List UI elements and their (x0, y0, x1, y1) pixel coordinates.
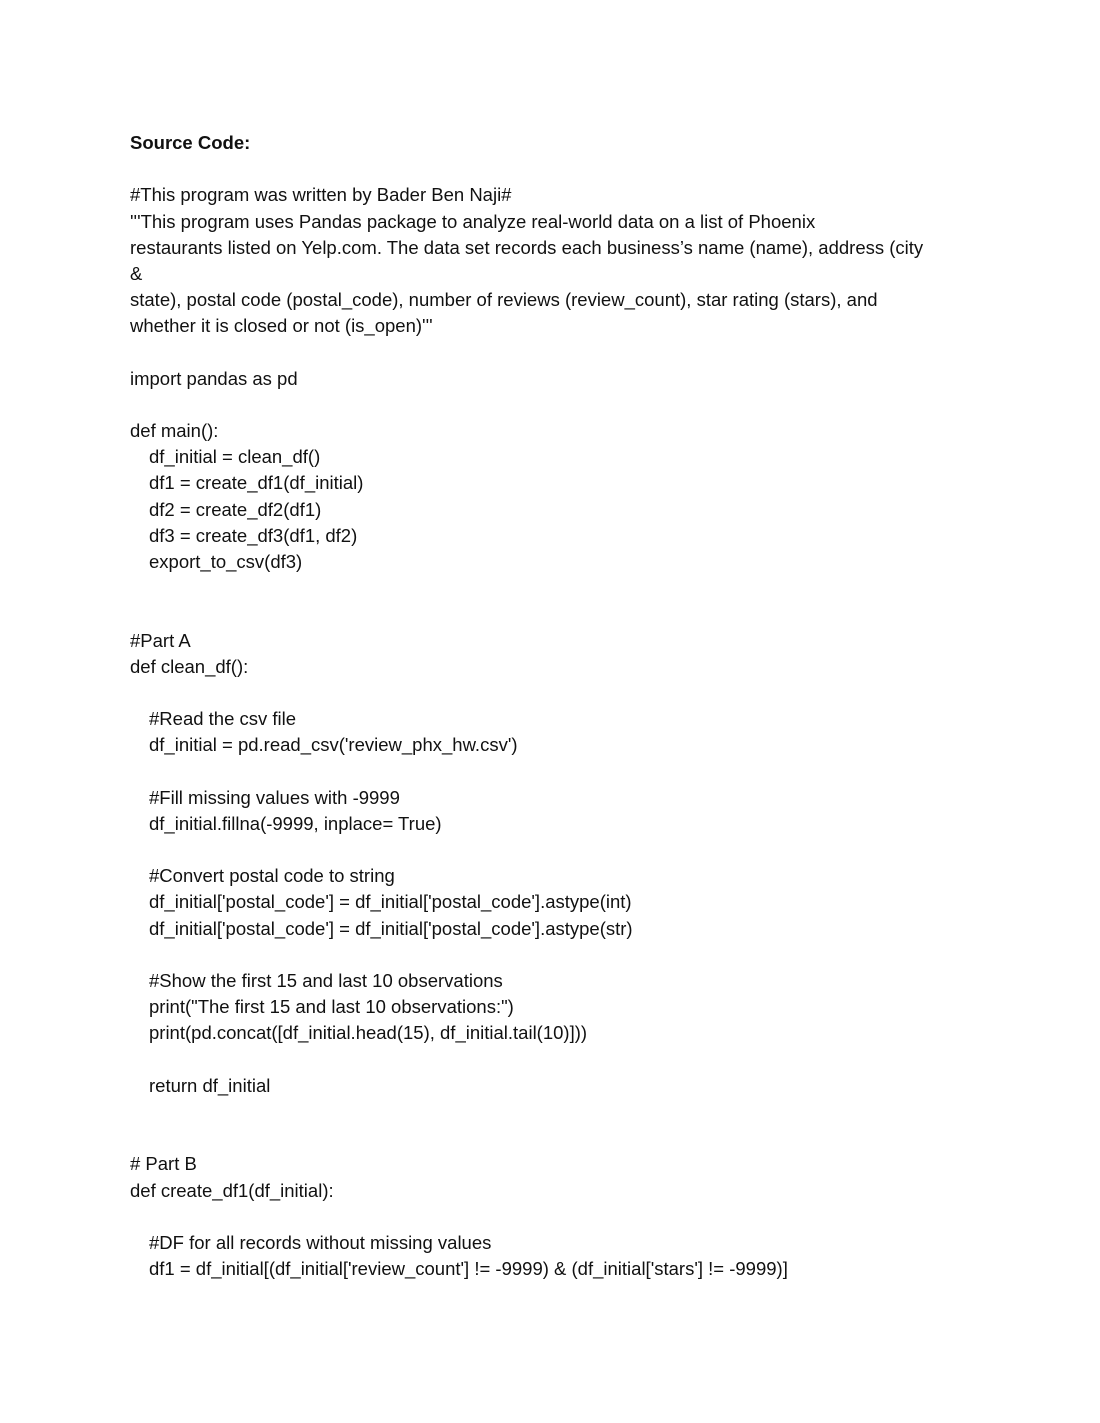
code-line: df_initial.fillna(-9999, inplace= True) (149, 812, 442, 834)
blank-line (130, 1125, 980, 1151)
code-line: restaurants listed on Yelp.com. The data set records each business’s name (name), address (city (130, 236, 924, 258)
code-line: #Part A (130, 629, 191, 651)
blank-line (130, 837, 980, 863)
blank-line (130, 392, 980, 418)
source-code-block (130, 182, 980, 1282)
code-line: df_initial = clean_df() (149, 446, 321, 468)
code-line: def clean_df(): (130, 655, 249, 677)
document-content (130, 130, 980, 1282)
code-line: # Part B (130, 1153, 197, 1175)
code-line: whether it is closed or not (is_open)''' (130, 315, 433, 337)
blank-line (130, 680, 980, 706)
blank-line (130, 759, 980, 785)
code-line: #DF for all records without missing values (149, 1231, 492, 1253)
code-line: df3 = create_df3(df1, df2) (149, 524, 358, 546)
blank-line (130, 1204, 980, 1230)
section-heading: Source Code: (130, 132, 251, 153)
code-line: #Fill missing values with -9999 (149, 786, 400, 808)
code-line: #Read the csv file (149, 708, 297, 730)
blank-line (130, 340, 980, 366)
blank-line (130, 1099, 980, 1125)
code-line: df1 = create_df1(df_initial) (149, 472, 364, 494)
code-line: #Convert postal code to string (149, 865, 395, 887)
blank-line (130, 601, 980, 627)
code-line: def main(): (130, 420, 219, 442)
code-line: print(pd.concat([df_initial.head(15), df_initial.tail(10)])) (149, 1022, 588, 1044)
blank-line (130, 942, 980, 968)
code-line: df2 = create_df2(df1) (149, 498, 322, 520)
code-line: #This program was written by Bader Ben Naji# (130, 184, 512, 206)
code-line: df_initial['postal_code'] = df_initial['postal_code'].astype(str) (149, 917, 633, 939)
code-line: export_to_csv(df3) (149, 551, 303, 572)
code-line: df1 = df_initial[(df_initial['review_count'] != -9999) & (df_initial['stars'] != -9999)] (149, 1258, 788, 1280)
code-line: state), postal code (postal_code), number of reviews (review_count), star rating (stars), and (130, 289, 878, 311)
code-line: def create_df1(df_initial): (130, 1179, 334, 1201)
code-line: #Show the first 15 and last 10 observations (149, 970, 503, 991)
code-line: df_initial['postal_code'] = df_initial['postal_code'].astype(int) (149, 891, 632, 913)
code-line: print("The first 15 and last 10 observations:") (149, 996, 514, 1018)
blank-line (130, 1047, 980, 1073)
code-line: return df_initial (149, 1074, 271, 1096)
blank-line (130, 575, 980, 601)
code-line: df_initial = pd.read_csv('review_phx_hw.csv') (149, 734, 518, 756)
code-line: import pandas as pd (130, 367, 298, 389)
code-line: '''This program uses Pandas package to analyze real-world data on a list of Phoenix (130, 210, 816, 232)
code-line: & (130, 262, 143, 284)
